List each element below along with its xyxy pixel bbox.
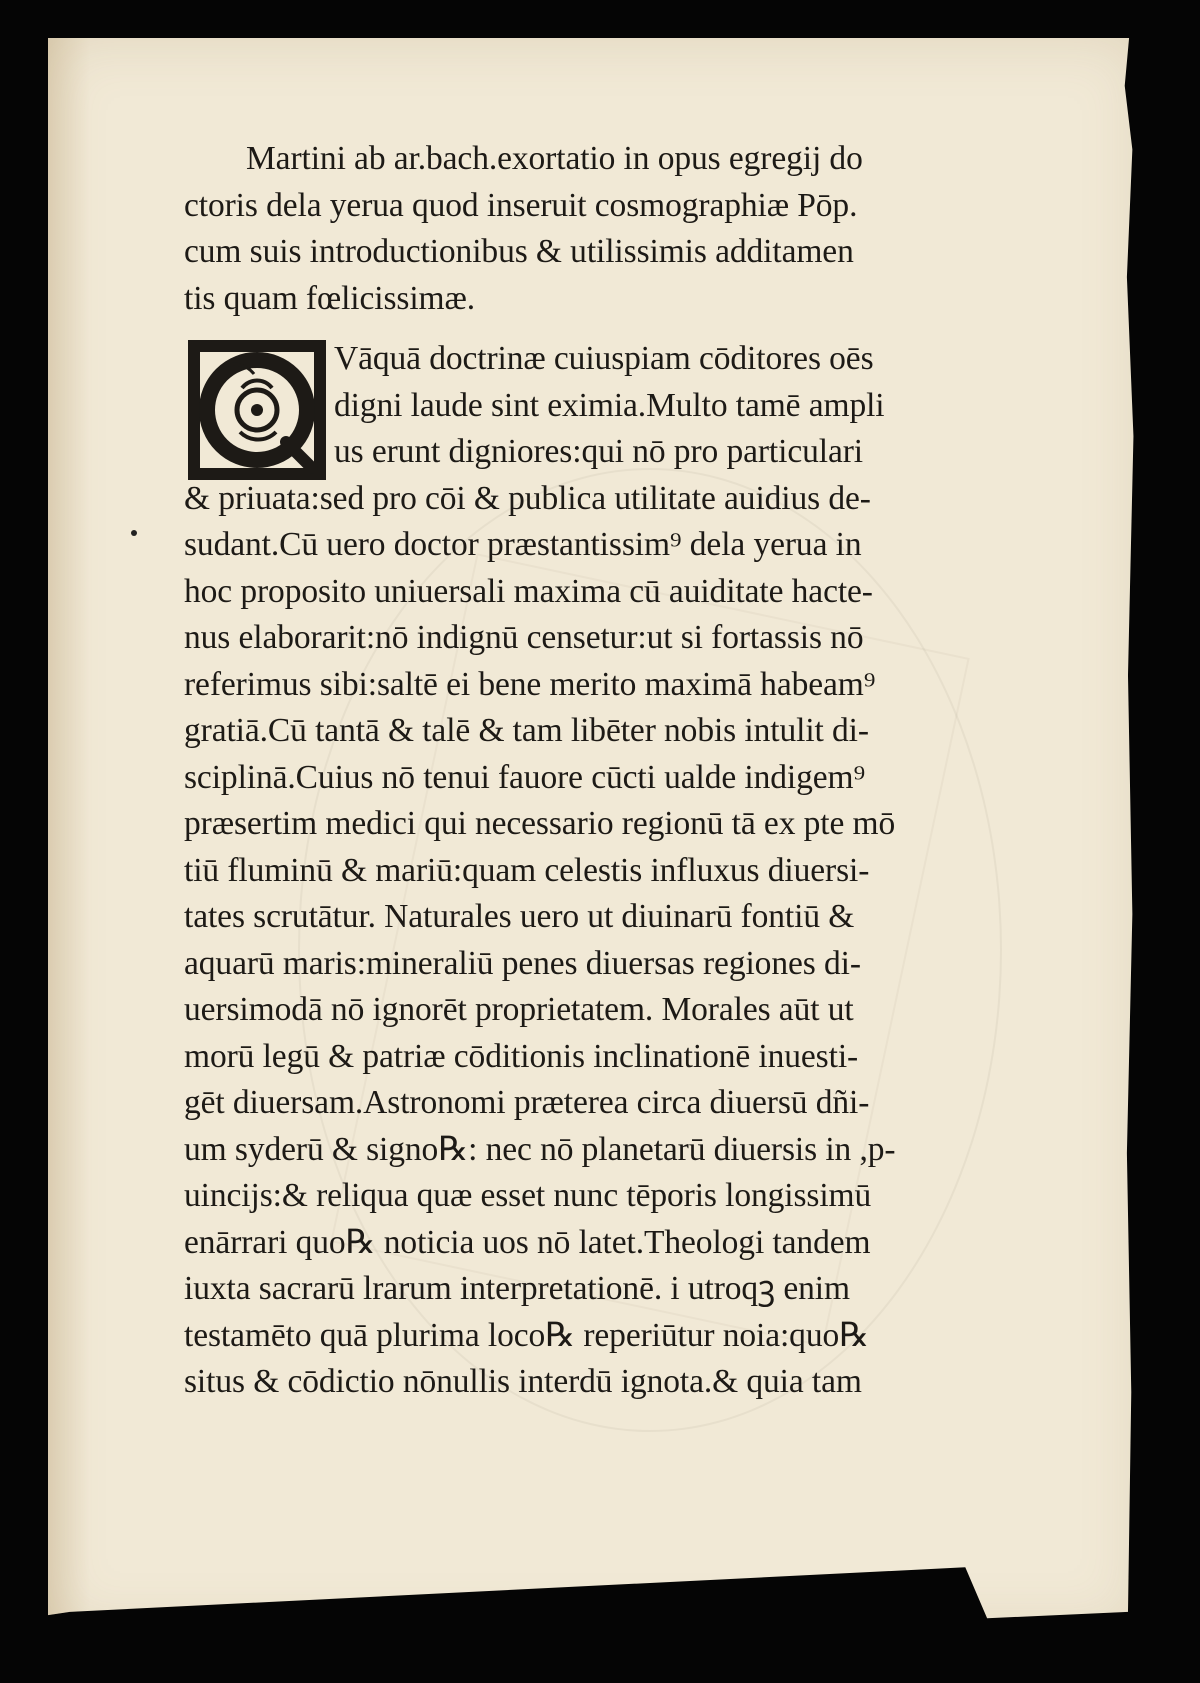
body-line: gēt diuersam.Astronomi præterea circa diuersū dñi- (184, 1084, 870, 1121)
body-line: referimus sibi:saltē ei bene merito maximā habeam⁹ (184, 665, 876, 703)
heading-line: tis quam fœlicissimæ. (184, 279, 476, 317)
body-line: præsertim medici qui necessario regionū tā ex pte mō (184, 805, 896, 842)
ink-speck (131, 530, 137, 536)
heading (184, 136, 1014, 322)
body-line: testamēto quā plurima loco℞ reperiūtur noia:quo℞ (184, 1316, 870, 1354)
text-block (184, 136, 1014, 1406)
body-line: tiū fluminū & mariū:quam celestis influxus diuersi- (184, 851, 870, 889)
body-line: morū legū & patriæ cōditionis inclinationē inuesti- (184, 1037, 859, 1075)
body-line: digni laude sint eximia.Multo tamē ampli (334, 386, 885, 424)
body-line: us erunt digniores:qui nō pro particulari (334, 433, 863, 470)
body-line: gratiā.Cū tantā & talē & tam libēter nobis intulit di- (184, 712, 869, 749)
body-line: sciplinā.Cuius nō tenui fauore cūcti ualde indigem⁹ (184, 758, 866, 796)
heading-line: Martini ab ar.bach.exortatio in opus egregij do (246, 140, 863, 177)
body-line: & priuata:sed pro cōi & publica utilitate auidius de- (184, 479, 871, 517)
body-line: tates scrutātur. Naturales uero ut diuinarū fontiū & (184, 898, 855, 935)
body-text (184, 336, 1014, 1406)
body-line: aquarū maris:mineraliū penes diuersas regiones di- (184, 944, 861, 982)
body-line: nus elaborarit:nō indignū censetur:ut si fortassis nō (184, 619, 864, 656)
body-line: um syderū & signo℞: nec nō planetarū diuersis in ,p- (184, 1130, 896, 1168)
body-line: enārrari quo℞ noticia uos nō latet.Theologi tandem (184, 1223, 871, 1261)
heading-line: ctoris dela yerua quod inseruit cosmographiæ Pōp. (184, 186, 858, 224)
body-line: Vāquā doctrinæ cuiuspiam cōditores oēs (334, 340, 874, 377)
body-line: uincijs:& reliqua quæ esset nunc tēporis longissimū (184, 1177, 872, 1214)
heading-line: cum suis introductionibus & utilissimis additamen (184, 233, 854, 270)
body-line: iuxta sacrarū lrarum interpretationē. i utroqꝫ enim (184, 1270, 850, 1307)
body-line: situs & cōdictio nōnullis interdū ignota.& quia tam (184, 1363, 862, 1400)
body-line: sudant.Cū uero doctor præstantissim⁹ dela yerua in (184, 526, 862, 563)
body-line: uersimodā nō ignorēt proprietatem. Morales aūt ut (184, 991, 854, 1028)
body-line: hoc proposito uniuersali maxima cū auiditate hacte- (184, 572, 873, 610)
